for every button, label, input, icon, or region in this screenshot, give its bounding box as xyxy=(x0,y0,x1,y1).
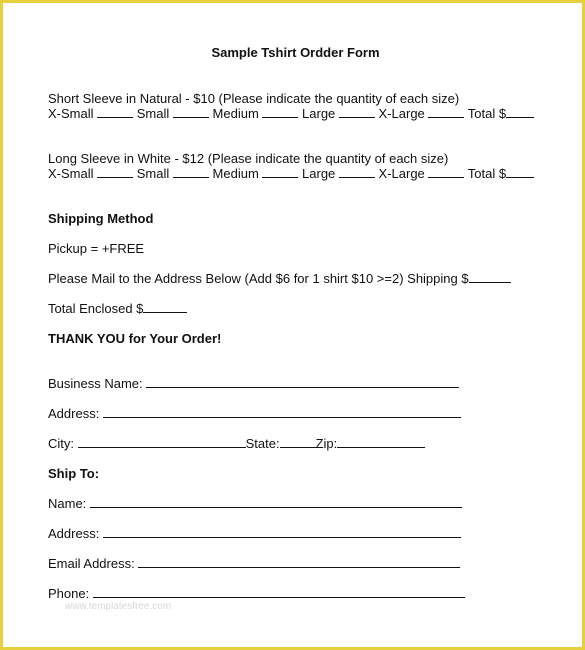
qty-blank[interactable] xyxy=(173,106,209,118)
ship-to-heading: Ship To: xyxy=(48,466,100,481)
size-label-large: Large xyxy=(302,166,336,181)
long-sleeve-heading: Long Sleeve in White - $12 (Please indicate the quantity of each size) xyxy=(48,151,449,166)
pickup-option: Pickup = +FREE xyxy=(48,241,145,256)
size-label-xlarge: X-Large xyxy=(378,106,425,121)
business-address-field[interactable] xyxy=(103,406,461,418)
total-enclosed-blank[interactable] xyxy=(143,301,187,313)
phone-label: Phone: xyxy=(48,586,90,601)
business-address-label: Address: xyxy=(48,406,100,421)
qty-blank[interactable] xyxy=(428,106,464,118)
qty-blank[interactable] xyxy=(339,166,375,178)
qty-blank[interactable] xyxy=(428,166,464,178)
business-address-row xyxy=(48,406,461,421)
qty-blank[interactable] xyxy=(97,106,133,118)
mail-option-label: Please Mail to the Address Below (Add $6 for 1 shirt $10 >=2) Shipping $ xyxy=(48,271,469,286)
form-title: Sample Tshirt Ordder Form xyxy=(211,45,380,60)
email-field[interactable] xyxy=(138,556,460,568)
city-label: City: xyxy=(48,436,74,451)
size-label-medium: Medium xyxy=(212,106,259,121)
total-enclosed-label: Total Enclosed $ xyxy=(48,301,144,316)
ship-name-field[interactable] xyxy=(90,496,462,508)
email-label: Email Address: xyxy=(48,556,135,571)
city-field[interactable] xyxy=(78,436,246,448)
qty-blank[interactable] xyxy=(173,166,209,178)
qty-blank[interactable] xyxy=(262,106,298,118)
mail-option-row xyxy=(48,271,511,286)
email-row xyxy=(48,556,460,571)
long-sleeve-size-row xyxy=(48,166,534,181)
size-label-small: Small xyxy=(136,166,170,181)
ship-address-label: Address: xyxy=(48,526,100,541)
shipping-blank[interactable] xyxy=(469,271,511,283)
total-label: Total $ xyxy=(467,106,507,121)
zip-label: Zip: xyxy=(315,436,338,451)
phone-field[interactable] xyxy=(93,586,465,598)
watermark: www.templatesfree.com xyxy=(65,601,172,612)
total-label: Total $ xyxy=(467,166,507,181)
business-name-field[interactable] xyxy=(146,376,459,388)
total-blank[interactable] xyxy=(506,106,534,118)
zip-field[interactable] xyxy=(337,436,425,448)
size-label-large: Large xyxy=(302,106,336,121)
total-enclosed-row xyxy=(48,301,187,316)
thank-you-text: THANK YOU for Your Order! xyxy=(48,331,222,346)
business-name-row xyxy=(48,376,459,391)
business-name-label: Business Name: xyxy=(48,376,143,391)
phone-row xyxy=(48,586,465,601)
short-sleeve-heading: Short Sleeve in Natural - $10 (Please indicate the quantity of each size) xyxy=(48,91,460,106)
total-blank[interactable] xyxy=(506,166,534,178)
size-label-medium: Medium xyxy=(212,166,259,181)
ship-name-label: Name: xyxy=(48,496,87,511)
state-field[interactable] xyxy=(280,436,316,448)
qty-blank[interactable] xyxy=(262,166,298,178)
ship-address-row xyxy=(48,526,461,541)
shipping-method-heading: Shipping Method xyxy=(48,211,154,226)
size-label-xsmall: X-Small xyxy=(48,106,94,121)
size-label-small: Small xyxy=(136,106,170,121)
short-sleeve-size-row xyxy=(48,106,534,121)
city-state-zip-row xyxy=(48,436,425,451)
state-label: State: xyxy=(245,436,280,451)
ship-address-field[interactable] xyxy=(103,526,461,538)
qty-blank[interactable] xyxy=(339,106,375,118)
qty-blank[interactable] xyxy=(97,166,133,178)
ship-name-row xyxy=(48,496,462,511)
size-label-xsmall: X-Small xyxy=(48,166,94,181)
size-label-xlarge: X-Large xyxy=(378,166,425,181)
